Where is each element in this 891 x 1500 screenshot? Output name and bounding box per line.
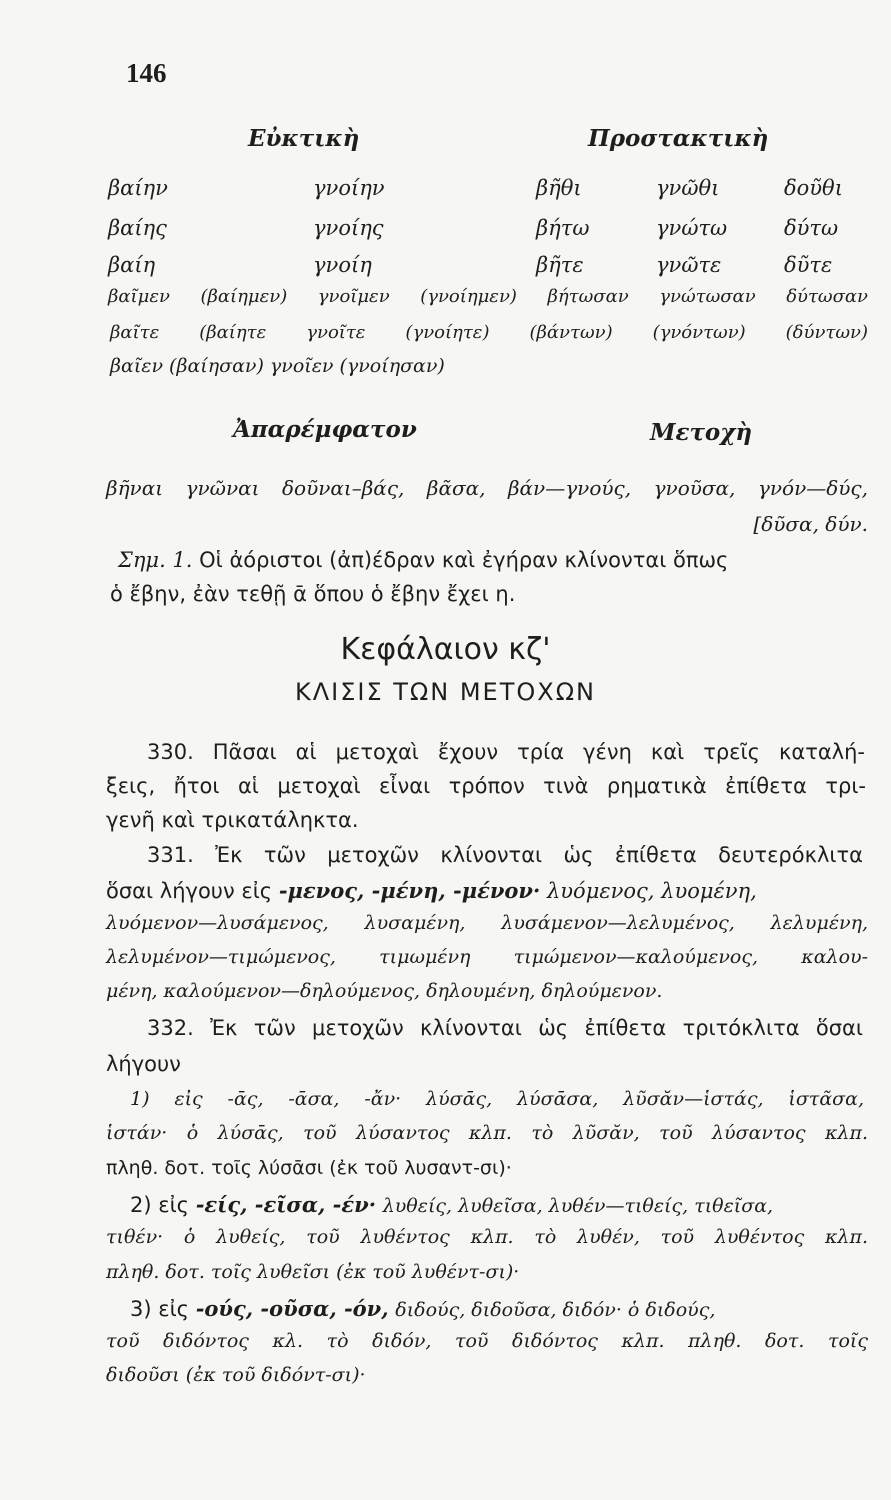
note-text: Οἱ ἀόριστοι (ἀπ)έδραν καὶ ἐγήραν κλίνονται ὅπως bbox=[199, 548, 729, 572]
paragraph-line: πληθ. δοτ. τοῖς λύσᾱσι (ἐκ τοῦ λυσαντ-σι)· bbox=[106, 1157, 512, 1179]
text-run: 3) εἰς bbox=[130, 1297, 190, 1321]
paragraph-line: γενῆ καὶ τρικατάληκτα. bbox=[106, 808, 359, 832]
form-cell: γνώτω bbox=[656, 216, 728, 240]
note-line: ὁ ἔβην, ἐὰν τεθῇ ᾱ ὅπου ὁ ἔβην ἔχει η. bbox=[110, 582, 516, 606]
form-cell: βαίην bbox=[108, 176, 168, 200]
paragraph-line: 1) εἰς -ᾱς, -ᾱσα, -ἄν· λύσᾱς, λύσᾱσα, λῦσᾰν—ἱστάς, ἱστᾶσα, bbox=[130, 1088, 864, 1110]
form-cell: γνοίην bbox=[313, 176, 385, 200]
infinitive-heading: Ἀπαρέμφατον bbox=[233, 416, 417, 443]
paragraph-line bbox=[106, 878, 868, 903]
paragraph-line: ἱστάν· ὁ λύσᾱς, τοῦ λύσαντος κλπ. τὸ λῦσᾰν, τοῦ λύσαντος κλπ. bbox=[106, 1122, 868, 1144]
chapter-subtitle: ΚΛΙΣΙΣ ΤΩΝ ΜΕΤΟΧΩΝ bbox=[294, 678, 596, 706]
paragraph-line: διδοῦσι (ἐκ τοῦ διδόντ-σι)· bbox=[106, 1364, 366, 1386]
form-cell: βαίης bbox=[108, 216, 167, 240]
plural-row: βαῖτε (βαίητε γνοῖτε (γνοίητε) (βάντων) (γνόντων) (δύντων) bbox=[110, 322, 868, 343]
imperative-heading: Προστακτικὴ bbox=[588, 125, 769, 152]
paragraph-line: 330. Πᾶσαι αἱ μετοχαὶ ἔχουν τρία γένη καὶ τρεῖς καταλή- bbox=[147, 740, 865, 764]
ending-run: -είς, -εῖσα, -έν· bbox=[195, 1192, 377, 1217]
paragraph-line: πληθ. δοτ. τοῖς λυθεῖσι (ἐκ τοῦ λυθέντ-σι)· bbox=[106, 1261, 520, 1283]
example-run: λυθείς, λυθεῖσα, λυθέν—τιθείς, τιθεῖσα, bbox=[382, 1195, 774, 1217]
paragraph-line: λήγουν bbox=[106, 1052, 181, 1076]
form-cell: γνοίη bbox=[313, 253, 372, 277]
paragraph-line bbox=[130, 1296, 891, 1321]
conjugation-row bbox=[108, 176, 873, 210]
paragraph-line: τοῦ διδόντος κλ. τὸ διδόν, τοῦ διδόντος κλπ. πληθ. δοτ. τοῖς bbox=[106, 1330, 868, 1352]
paragraph-line bbox=[130, 1192, 891, 1217]
form-cell: γνῶθι bbox=[656, 176, 720, 200]
example-run: λυόμενος, λυομένη, bbox=[546, 879, 757, 903]
page-number: 146 bbox=[126, 58, 167, 88]
conjugation-row bbox=[108, 253, 873, 287]
infinitive-participle-line: [δῦσα, δύν. bbox=[753, 512, 868, 536]
note-line bbox=[118, 548, 866, 572]
form-cell: βῆτε bbox=[536, 253, 584, 277]
form-cell: γνῶτε bbox=[656, 253, 722, 277]
optative-heading: Εὐκτικὴ bbox=[248, 125, 360, 152]
paragraph-line: ξεις, ἤτοι αἱ μετοχαὶ εἶναι τρόπον τινὰ ρηματικὰ ἐπίθετα τρι- bbox=[106, 774, 866, 798]
plural-row: βαῖεν (βαίησαν) γνοῖεν (γνοίησαν) bbox=[110, 355, 445, 377]
participle-heading: Μετοχὴ bbox=[650, 419, 753, 446]
form-cell: δῦτε bbox=[784, 253, 833, 277]
paragraph-line: τιθέν· ὁ λυθείς, τοῦ λυθέντος κλπ. τὸ λυθέν, τοῦ λυθέντος κλπ. bbox=[106, 1226, 868, 1248]
form-cell: γνοίης bbox=[313, 216, 384, 240]
form-cell: δοῦθι bbox=[784, 176, 843, 200]
form-cell: βήτω bbox=[536, 216, 590, 240]
note-label: Σημ. 1. bbox=[118, 548, 193, 572]
paragraph-line: 332. Ἐκ τῶν μετοχῶν κλίνονται ὡς ἐπίθετα τριτόκλιτα ὅσαι bbox=[147, 1016, 863, 1040]
paragraph-line: 331. Ἐκ τῶν μετοχῶν κλίνονται ὡς ἐπίθετα δευτερόκλιτα bbox=[147, 843, 863, 867]
infinitive-participle-line: βῆναι γνῶναι δοῦναι–βάς, βᾶσα, βάν—γνούς, γνοῦσα, γνόν—δύς, bbox=[106, 476, 868, 500]
chapter-title: Κεφάλαιον κζ' bbox=[340, 632, 551, 667]
ending-run: -μενος, -μένη, -μένον· bbox=[278, 878, 541, 903]
text-run: ὅσαι λήγουν εἰς bbox=[106, 879, 273, 903]
conjugation-row bbox=[108, 216, 873, 250]
paragraph-line: λυόμενον—λυσάμενος, λυσαμένη, λυσάμενον—λελυμένος, λελυμένη, bbox=[106, 912, 868, 934]
paragraph-line: λελυμένον—τιμώμενος, τιμωμένη τιμώμενον—καλούμενος, καλου- bbox=[106, 946, 868, 968]
form-cell: δύτω bbox=[784, 216, 839, 240]
ending-run: -ούς, -οῦσα, -όν, bbox=[195, 1296, 389, 1321]
form-cell: βαίη bbox=[108, 253, 156, 277]
form-cell: βῆθι bbox=[536, 176, 582, 200]
text-run: 2) εἰς bbox=[130, 1193, 190, 1217]
example-run: διδούς, διδοῦσα, διδόν· ὁ διδούς, bbox=[395, 1299, 716, 1321]
plural-row: βαῖμεν (βαίημεν) γνοῖμεν (γνοίημεν) βήτωσαν γνώτωσαν δύτωσαν bbox=[108, 286, 868, 307]
paragraph-line: μένη, καλούμενον—δηλούμενος, δηλουμένη, δηλούμενον. bbox=[106, 980, 663, 1002]
